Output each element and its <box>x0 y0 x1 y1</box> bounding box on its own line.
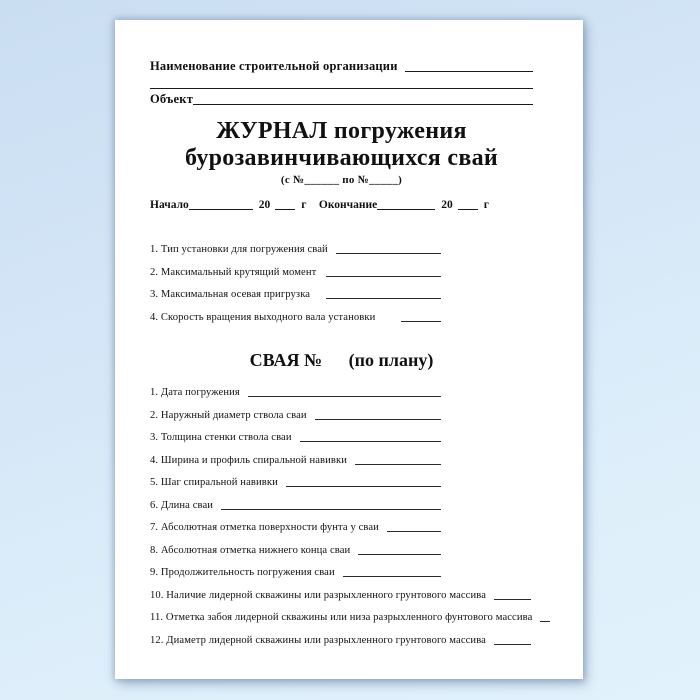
installation-item-1 <box>150 241 533 264</box>
pile-item-11 <box>150 609 533 632</box>
pile-item-3-label: 3. Толщина стенки ствола сваи <box>150 432 292 443</box>
installation-item-2-label: 2. Максимальный крутящий момент <box>150 266 317 278</box>
pile-item-4 <box>150 452 533 475</box>
pile-section-heading <box>150 348 533 373</box>
pile-item-12 <box>150 632 533 655</box>
pile-plan-label: (по плану) <box>348 350 434 370</box>
object-label: Объект <box>150 92 194 106</box>
end-date-blank-line <box>377 198 435 210</box>
pile-item-3-blank-line <box>300 431 441 442</box>
pile-item-9-label: 9. Продолжительность погружения сваи <box>150 567 335 578</box>
pile-item-11-label: 11. Отметка забоя лидерной скважины или низа разрыхленного фунтового массива <box>150 612 533 623</box>
pile-item-6 <box>150 497 533 520</box>
pile-item-10-label: 10. Наличие лидерной скважины или разрыхленного грунтового массива <box>150 589 487 601</box>
pile-item-2-blank-line <box>315 409 441 420</box>
installation-item-2 <box>150 264 533 287</box>
installation-item-4-blank-line <box>401 311 441 322</box>
end-date-group <box>319 196 489 212</box>
pile-item-4-label: 4. Ширина и профиль спиральной навивки <box>150 454 348 466</box>
pile-item-6-blank-line <box>221 499 441 510</box>
object-blank-line <box>193 93 533 105</box>
end-century: 20 <box>441 199 453 211</box>
pile-item-5-blank-line <box>286 476 441 487</box>
start-year-suffix: г <box>301 199 307 211</box>
installation-item-1-label: 1. Тип установки для погружения свай <box>150 244 328 255</box>
pile-item-7 <box>150 519 533 542</box>
pile-item-9 <box>150 564 533 587</box>
installation-item-4 <box>150 309 533 332</box>
pile-item-8-blank-line <box>358 544 441 555</box>
installation-item-3-blank-line <box>326 288 441 299</box>
start-label: Начало <box>150 199 189 211</box>
start-date-group <box>150 196 307 212</box>
organization-continuation-line <box>150 74 533 89</box>
pile-item-5 <box>150 474 533 497</box>
pile-item-3 <box>150 429 533 452</box>
pile-number-label: СВАЯ № <box>249 350 323 370</box>
end-year-suffix: г <box>483 199 489 211</box>
object-row <box>150 91 533 107</box>
pile-item-1 <box>150 384 533 407</box>
pile-item-8-label: 8. Абсолютная отметка нижнего конца сваи <box>150 544 351 556</box>
pile-item-4-blank-line <box>355 454 441 465</box>
pile-item-12-label: 12. Диаметр лидерной скважины или разрыхленного грунтового массива <box>150 634 486 646</box>
start-year-blank-line <box>275 198 295 210</box>
start-century: 20 <box>258 199 271 211</box>
pile-item-10 <box>150 587 533 610</box>
installation-item-3 <box>150 286 533 309</box>
pile-item-11-blank-line <box>540 611 550 622</box>
end-label: Окончание <box>318 199 378 211</box>
organization-blank-line <box>405 60 533 72</box>
pile-item-1-label: 1. Дата погружения <box>150 387 240 398</box>
document-title-line2: бурозавинчивающихся свай <box>184 145 499 171</box>
pile-item-10-blank-line <box>494 589 531 600</box>
pile-item-9-blank-line <box>343 566 441 577</box>
pile-item-7-blank-line <box>387 521 441 532</box>
pile-item-1-blank-line <box>248 386 441 397</box>
organization-row <box>150 58 533 74</box>
start-date-blank-line <box>189 198 253 210</box>
pile-parameters-list <box>150 384 533 654</box>
pile-item-2 <box>150 407 533 430</box>
end-year-blank-line <box>458 198 478 210</box>
organization-label: Наименование строительной организации <box>150 59 398 73</box>
pile-item-2-label: 2. Наружный диаметр ствола сваи <box>150 409 307 421</box>
pile-item-5-label: 5. Шаг спиральной навивки <box>150 477 278 488</box>
document-title-line1: ЖУРНАЛ погружения <box>216 118 467 144</box>
dates-row <box>150 196 533 212</box>
pile-item-7-label: 7. Абсолютная отметка поверхности фунта у сваи <box>150 522 379 533</box>
pile-item-8 <box>150 542 533 565</box>
installation-item-2-blank-line <box>326 266 441 277</box>
pile-number-range: (с №______ по №_____) <box>280 174 403 186</box>
installation-item-4-label: 4. Скорость вращения выходного вала установки <box>150 311 376 323</box>
installation-parameters-list <box>150 241 533 331</box>
installation-item-1-blank-line <box>336 243 441 254</box>
document-page <box>115 20 583 679</box>
pile-item-12-blank-line <box>494 634 531 645</box>
pile-item-6-label: 6. Длина сваи <box>150 499 214 511</box>
installation-item-3-label: 3. Максимальная осевая пригрузка <box>150 289 311 300</box>
